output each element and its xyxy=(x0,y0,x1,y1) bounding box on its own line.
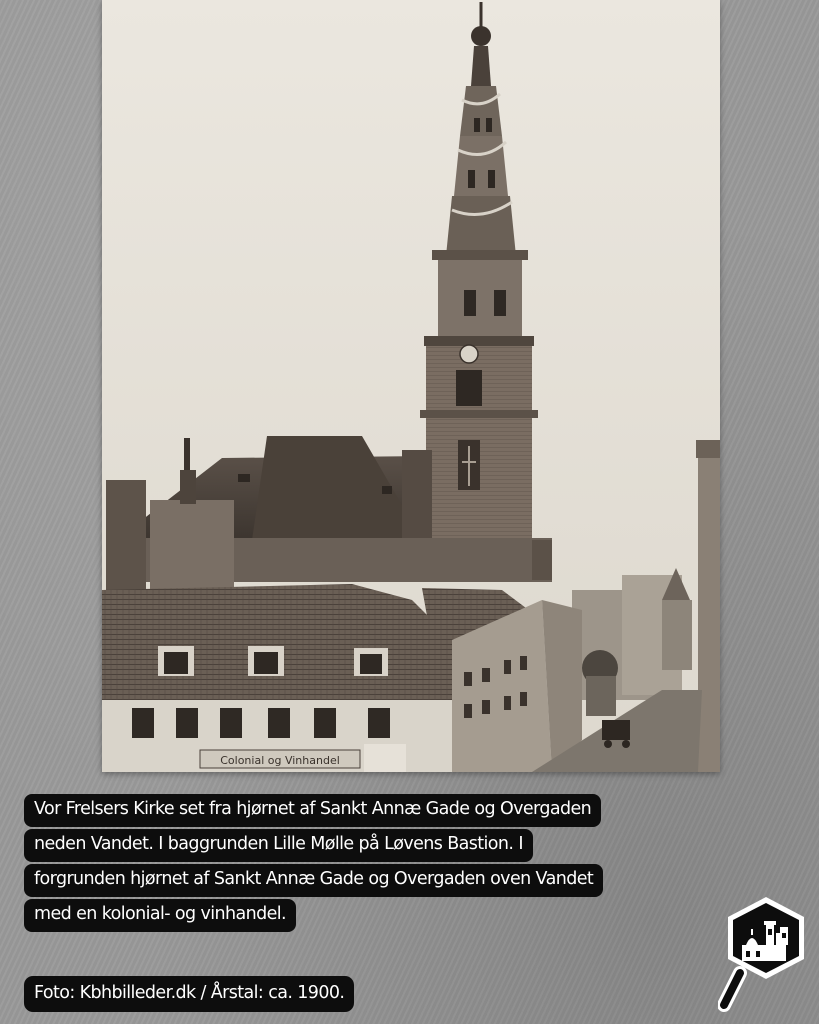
caption-line-3: forgrunden hjørnet af Sankt Annæ Gade og Overgaden oven Vandet xyxy=(24,864,603,897)
caption-line-4: med en kolonial- og vinhandel. xyxy=(24,899,296,932)
magnifier-city-hexagon-icon xyxy=(718,893,810,1013)
caption-line-2: neden Vandet. I baggrunden Lille Mølle på Løvens Bastion. I xyxy=(24,829,533,862)
shop-sign: Colonial og Vinhandel xyxy=(220,754,340,767)
photo-credit: Foto: Kbhbilleder.dk / Årstal: ca. 1900. xyxy=(24,976,354,1012)
caption-line-1: Vor Frelsers Kirke set fra hjørnet af Sankt Annæ Gade og Overgaden xyxy=(24,794,601,827)
church-photo-illustration xyxy=(102,0,720,772)
caption-box xyxy=(24,794,704,934)
historical-photo xyxy=(102,0,720,772)
